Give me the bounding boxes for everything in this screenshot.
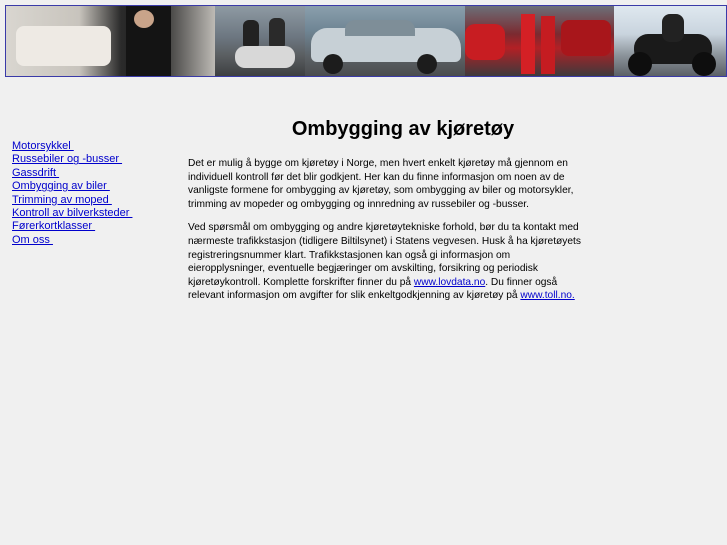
contact-text-2: . Du finner også relevant informasjon om avgifter for slik enkeltgodkjenning av kjøretøy på [188, 276, 558, 302]
banner-photo-mechanic [6, 6, 215, 76]
nav-link-russebiler[interactable]: Russebiler og -busser [12, 153, 123, 166]
nav-link-om-oss[interactable]: Om oss [12, 233, 53, 246]
toll-link[interactable]: www.toll.no. [520, 290, 575, 302]
lovdata-link[interactable]: www.lovdata.no [413, 276, 486, 288]
nav-link-gassdrift[interactable]: Gassdrift [12, 166, 60, 179]
page-title: Ombygging av kjøretøy [291, 118, 515, 140]
contact-text-1: Ved spørsmål om ombygging og andre kjøretøytekniske forhold, bør du ta kontakt med nærmeste trafikkstasjon (tidligere Biltilsynet) i Statens vegvesen. Husk å ha kjøretøyets registreringsnummer klart. Trafikkstasjonen kan også gi informasjon om eieropplysninger, eventuelle begjæringer om avskilting, forsikring og periodisk kjøretøykontroll. Komplette forskrifter finner du på [188, 222, 581, 288]
sidebar-nav [12, 140, 182, 247]
banner-photo-classic-car [305, 6, 465, 76]
nav-link-motorsykkel[interactable]: Motorsykkel [12, 140, 74, 152]
intro-paragraph: Det er mulig å bygge om kjøretøy i Norge, men hvert enkelt kjøretøy må gjennom en individuell kontroll før det blir godkjent. Her kan du finne informasjon om noen av de vanligste formene for ombygging av kjøretøy, som ombygging av biler og motorsykler, trimming av mopeder og ombygging og innredning av russebiler og -busser. [188, 158, 574, 210]
nav-link-ombygging-biler[interactable]: Ombygging av biler [12, 180, 110, 193]
banner-photo-motorcycle [614, 6, 726, 76]
banner-photo-red-cars [465, 6, 615, 76]
main-content [188, 118, 583, 313]
nav-link-kontroll-bilverksteder[interactable]: Kontroll av bilverksteder [12, 207, 133, 220]
banner-photo-motorcycles [215, 6, 305, 76]
header-banner [5, 5, 727, 77]
nav-link-forerkortklasser[interactable]: Førerkortklasser [12, 220, 96, 233]
nav-link-trimming-moped[interactable]: Trimming av moped [12, 193, 112, 206]
contact-paragraph [188, 221, 583, 303]
